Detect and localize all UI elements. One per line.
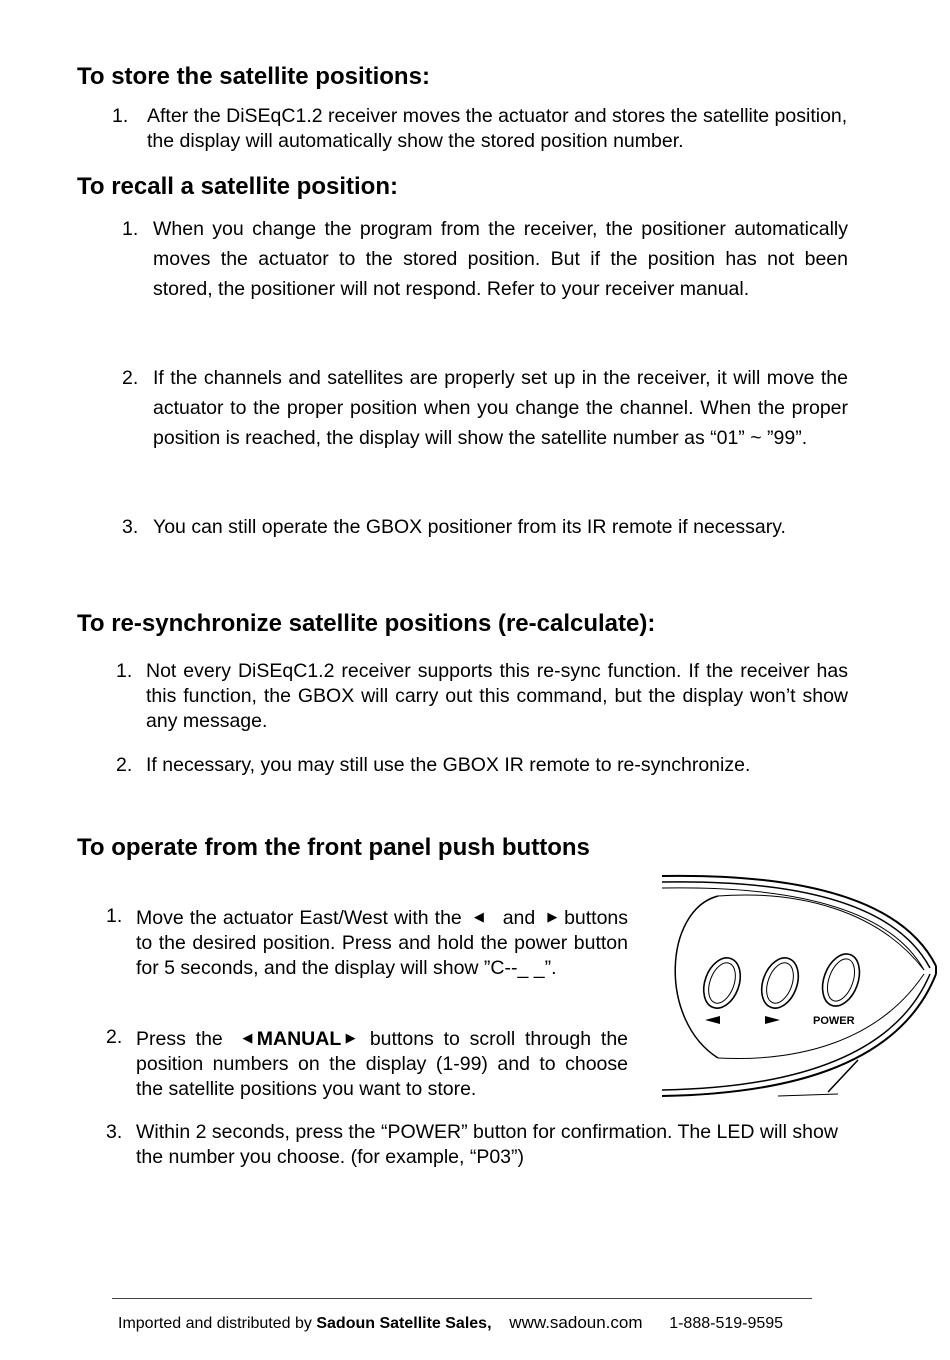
footer <box>118 1313 783 1333</box>
heading-resync-positions: To re-synchronize satellite positions (re-calculate): <box>77 610 656 637</box>
front-panel-illustration <box>658 870 940 1102</box>
arrow-right-icon: ▶ <box>341 1030 361 1045</box>
item-number: 1. <box>106 905 123 927</box>
left-button[interactable] <box>697 953 747 1013</box>
footer-phone: 1-888-519-9595 <box>669 1315 784 1332</box>
item-text: Not every DiSEqC1.2 receiver supports this re-sync function. If the receiver has this function, the GBOX will carry out this command, but the display won’t show any message. <box>146 660 848 732</box>
power-label: POWER <box>813 1015 855 1027</box>
arrow-left-icon <box>705 1016 720 1024</box>
heading-store-positions: To store the satellite positions: <box>77 63 430 90</box>
arrow-left-icon: ◀ <box>473 909 485 924</box>
item-number: 3. <box>106 1121 123 1143</box>
item-text: Press the ◀MANUAL▶ buttons to scroll through the position numbers on the display (1-99) and to choose the satellite positions you want to store. <box>136 1028 629 1100</box>
item-text: If necessary, you may still use the GBOX IR remote to re-synchronize. <box>146 754 751 776</box>
item-text: You can still operate the GBOX positioner from its IR remote if necessary. <box>153 516 786 538</box>
power-button[interactable] <box>816 949 866 1011</box>
item-number: 1. <box>122 218 139 240</box>
item-number: 2. <box>106 1026 123 1048</box>
arrow-left-icon: ◀ <box>242 1030 257 1045</box>
right-button[interactable] <box>755 953 805 1013</box>
footer-rule <box>112 1298 812 1299</box>
item-text: Move the actuator East/West with the ◀ and ▶ buttons to the desired position. Press and hold the power button for 5 seconds, and the display will show ”C--_ _”. <box>136 907 629 979</box>
footer-website: www.sadoun.com <box>509 1313 643 1332</box>
item-number: 2. <box>116 754 133 776</box>
heading-front-panel: To operate from the front panel push buttons <box>77 834 590 861</box>
item-text: After the DiSEqC1.2 receiver moves the actuator and stores the satellite position, the display will automatically show the stored position number. <box>147 105 848 152</box>
manual-label: MANUAL <box>256 1028 342 1050</box>
item-number: 1. <box>112 105 129 127</box>
arrow-right-icon <box>765 1016 780 1024</box>
item-number: 3. <box>122 516 139 538</box>
item-text: Within 2 seconds, press the “POWER” button for confirmation. The LED will show the number you choose. (for example, “P03”) <box>136 1121 838 1168</box>
item-text: When you change the program from the receiver, the positioner automatically moves the actuator to the stored position. But if the position has not been stored, the positioner will not respond. Refer to your receiver manual. <box>153 218 848 300</box>
item-number: 2. <box>122 367 139 389</box>
footer-company: Sadoun Satellite Sales, <box>316 1315 492 1332</box>
item-number: 1. <box>116 660 133 682</box>
footer-prefix: Imported and distributed by <box>118 1315 312 1332</box>
heading-recall-position: To recall a satellite position: <box>77 173 398 200</box>
item-text: If the channels and satellites are properly set up in the receiver, it will move the actuator to the proper position when you change the channel. When the proper position is reached, the display will show the satellite number as “01” ~ ”99”. <box>153 367 848 449</box>
arrow-right-icon: ▶ <box>547 909 558 924</box>
